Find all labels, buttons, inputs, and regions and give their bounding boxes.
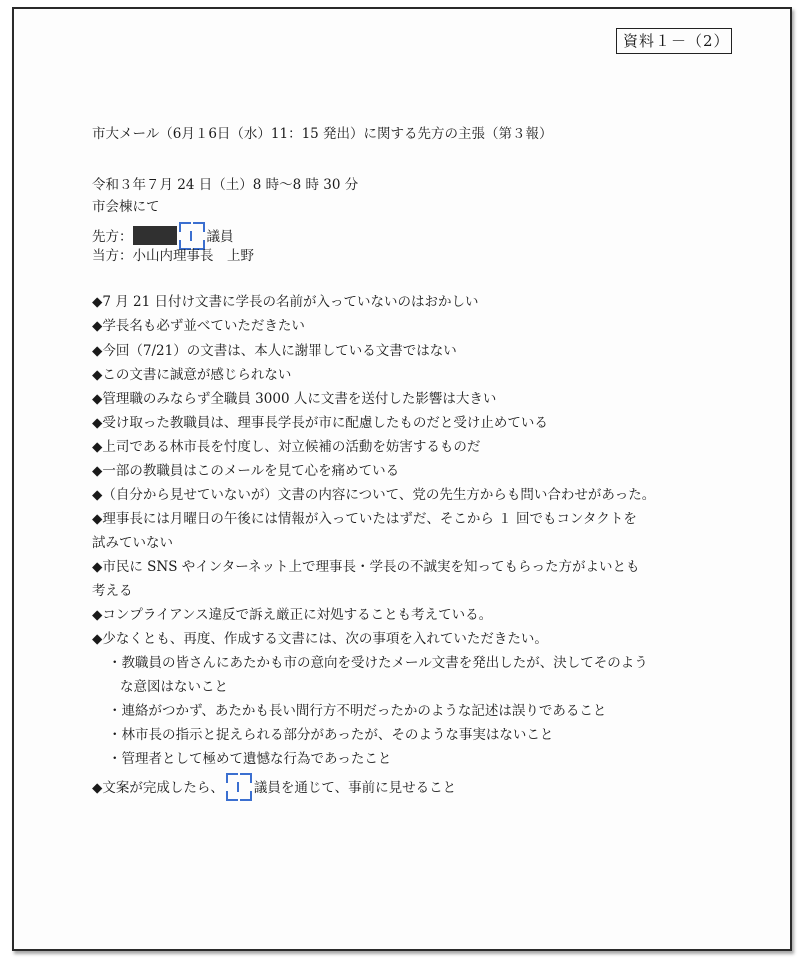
document-title: 市大メール（6月１6日（水）11：15 発出）に関する先方の主張（第３報） xyxy=(92,126,553,142)
document-label: 資料１－（2） xyxy=(616,28,732,54)
point-10: ◆理事長には月曜日の午後には情報が入っていたはずだ、そこから １ 回でもコンタクトを xyxy=(92,511,637,527)
subpoint-4: ・管理者として極めて遺憾な行為であったこと xyxy=(108,751,392,767)
point-3: ◆今回（7/21）の文書は、本人に謝罪している文書ではない xyxy=(92,343,457,359)
point-13: ◆少なくとも、再度、作成する文書には、次の事項を入れていただきたい。 xyxy=(92,631,548,647)
point-1: ◆7 月 21 日付け文書に学長の名前が入っていないのはおかしい xyxy=(92,294,479,310)
redaction-block xyxy=(133,226,177,245)
subpoint-1: ・教職員の皆さんにあたかも市の意向を受けたメール文書を発出したが、決してそのよう xyxy=(108,655,648,671)
subpoint-2: ・連絡がつかず、あたかも長い間行方不明だったかのような記述は誤りであること xyxy=(108,703,607,719)
blank-bracket-icon xyxy=(226,773,252,801)
point-7: ◆上司である林市長を忖度し、対立候補の活動を妨害するものだ xyxy=(92,439,481,455)
point-11-cont: 考える xyxy=(92,583,133,599)
point-2: ◆学長名も必ず並べていただきたい xyxy=(92,318,305,334)
point-9: ◆（自分から見せていないが）文書の内容について、党の先生方からも問い合わせがあった。 xyxy=(92,487,656,503)
meeting-datetime: 令和３年７月 24 日（土）8 時～8 時 30 分 xyxy=(92,177,359,193)
point-11: ◆市民に SNS やインターネット上で理事長・学長の不誠実を知ってもらった方がよいとも xyxy=(92,559,640,575)
subpoint-3: ・林市長の指示と捉えられる部分があったが、そのような事実はないこと xyxy=(108,727,554,743)
point-12: ◆コンプライアンス違反で訴え厳正に対処することも考えている。 xyxy=(92,607,493,623)
final-point xyxy=(92,773,456,801)
point-8: ◆一部の教職員はこのメールを見て心を痛めている xyxy=(92,463,400,479)
our-side: 当方：小山内理事長 上野 xyxy=(92,248,254,264)
point-4: ◆この文書に誠意が感じられない xyxy=(92,367,292,383)
point-6: ◆受け取った教職員は、理事長学長が市に配慮したものだと受け止めている xyxy=(92,415,548,431)
final-suffix: 議員を通じて、事前に見せること xyxy=(253,780,457,796)
final-prefix: ◆文案が完成したら、 xyxy=(92,780,224,796)
counterpart-prefix: 先方： xyxy=(92,229,133,245)
point-5: ◆管理職のみならず全職員 3000 人に文書を送付した影響は大きい xyxy=(92,391,497,407)
counterpart-suffix: 議員 xyxy=(206,229,234,245)
point-10-cont: 試みていない xyxy=(92,535,173,551)
subpoint-1-cont: な意図はないこと xyxy=(120,679,228,695)
meeting-place: 市会棟にて xyxy=(92,199,160,215)
